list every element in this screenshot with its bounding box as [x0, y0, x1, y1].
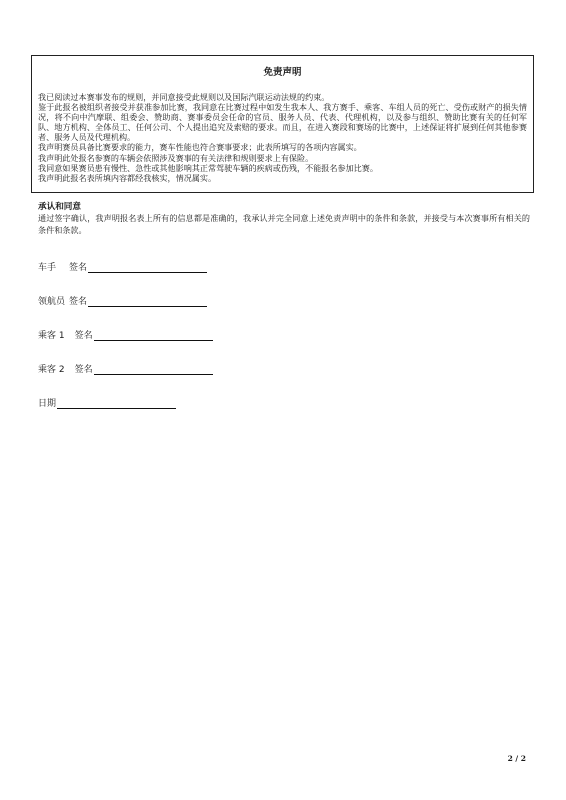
driver-role-label: 车手	[38, 263, 57, 273]
passenger1-role-label: 乘客 1	[38, 331, 65, 341]
passenger2-sign-label: 签名	[74, 365, 93, 375]
codriver-sign-label: 签名	[69, 297, 88, 307]
disclaimer-paragraph: 我同意如果赛员患有慢性、急性或其他影响其正常驾驶车辆的疾病或伤残，不能报名参加比赛。	[38, 162, 378, 173]
page-number: 2 / 2	[507, 754, 526, 763]
signature-row-passenger2	[38, 362, 213, 375]
disclaimer-title: 免责声明	[263, 67, 302, 78]
signature-row-passenger1	[38, 328, 213, 341]
signature-row-driver	[38, 260, 207, 273]
disclaimer-paragraph: 鉴于此报名被组织者接受并获准参加比赛，我同意在比赛过程中如发生我本人、我方赛手、乘客、车组人员的死亡、受伤或财产的损失情况，将不向中汽摩联、组委会、赞助商、赛事委员会任命的官员、服务人员、代表、代理机构，以及参与组织、赞助比赛有关的任何军队、地方机构、全体员工、任何公司、个人提出追究及索赔的要求。而且，在进入赛段和赛场的比赛中，上述保证将扩展到任何其他参赛者、服务人员及代理机构。	[38, 102, 527, 143]
codriver-signature-line[interactable]	[88, 297, 207, 307]
signature-row-codriver	[38, 294, 207, 307]
passenger2-role-label: 乘客 2	[38, 365, 65, 375]
consent-title: 承认和同意	[38, 202, 81, 212]
passenger2-signature-line[interactable]	[94, 365, 213, 375]
disclaimer-box	[31, 55, 534, 193]
disclaimer-paragraph: 我声明此处报名参赛的车辆会依照涉及赛事的有关法律和规则要求上有保险。	[38, 152, 314, 163]
disclaimer-paragraph: 我已阅读过本赛事发布的规则，并同意接受此规则以及国际汽联运动法规的约束。	[38, 92, 330, 102]
codriver-role-label: 领航员	[38, 297, 66, 307]
consent-text: 通过签字确认，我声明报名表上所有的信息都是准确的，我承认并完全同意上述免责声明中的条件和条款，并接受与本次赛事所有相关的条件和条款。	[38, 213, 530, 235]
date-label: 日期	[38, 399, 57, 409]
passenger1-signature-line[interactable]	[94, 331, 213, 341]
driver-signature-line[interactable]	[88, 263, 207, 273]
disclaimer-paragraph: 我声明赛员具备比赛要求的能力，赛车性能也符合赛事要求；此表所填写的各项内容属实。	[38, 142, 362, 153]
driver-sign-label: 签名	[69, 263, 88, 273]
disclaimer-paragraph: 我声明此报名表所填内容都经我核实，情况属实。	[38, 172, 217, 183]
signature-row-date	[38, 396, 176, 409]
date-line[interactable]	[57, 399, 176, 409]
passenger1-sign-label: 签名	[74, 331, 93, 341]
